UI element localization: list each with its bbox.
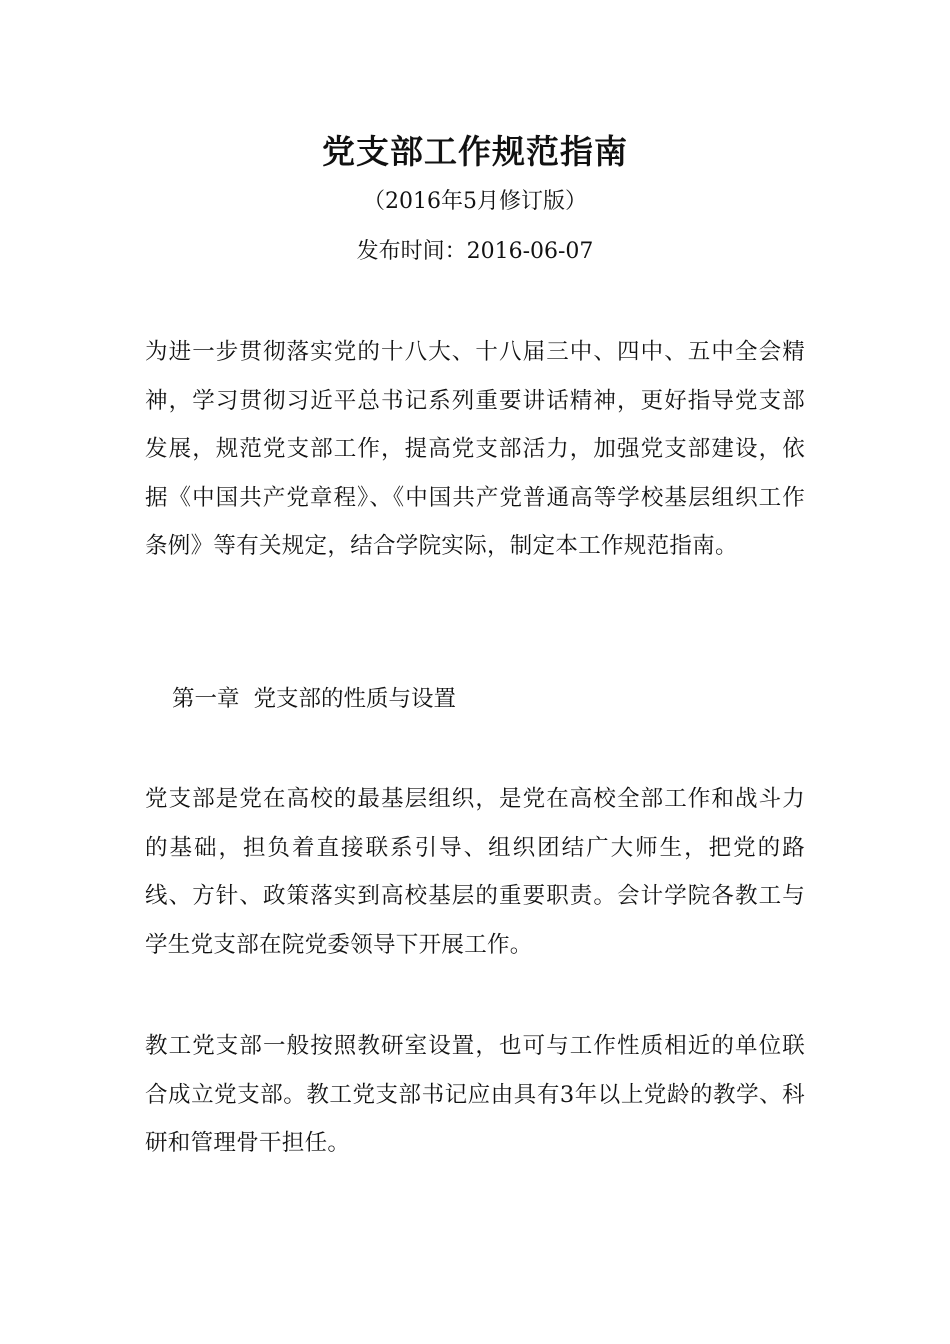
publish-date-value: 2016-06-07 [466, 239, 594, 264]
document-title: 党支部工作规范指南 [322, 132, 628, 171]
intro-paragraph: 为进一步贯彻落实党的十八大、十八届三中、四中、五中全会精神，学习贯彻习近平总书记系列重要讲话精神，更好指导党支部发展，规范党支部工作，提高党支部活力，加强党支部建设，依据《中国共产党章程》、《中国共产党普通高等学校基层组织工作条例》等有关规定，结合学院实际，制定本工作规范指南。 [145, 339, 805, 560]
chapter-number: 第一章 [172, 686, 240, 712]
document-subtitle: （2016年5月修订版） [363, 189, 587, 214]
chapter-heading [172, 675, 456, 723]
publish-date-line [0, 234, 950, 265]
chapter-title: 党支部的性质与设置 [253, 686, 457, 712]
body-paragraph: 教工党支部一般按照教研室设置，也可与工作性质相近的单位联合成立党支部。教工党支部书记应由具有3年以上党龄的教学、科研和管理骨干担任。 [145, 1033, 805, 1157]
publish-date-label: 发布时间： [356, 239, 467, 264]
body-paragraph: 党支部是党在高校的最基层组织，是党在高校全部工作和战斗力的基础，担负着直接联系引导、组织团结广大师生，把党的路线、方针、政策落实到高校基层的重要职责。会计学院各教工与学生党支部在院党委领导下开展工作。 [145, 786, 805, 958]
